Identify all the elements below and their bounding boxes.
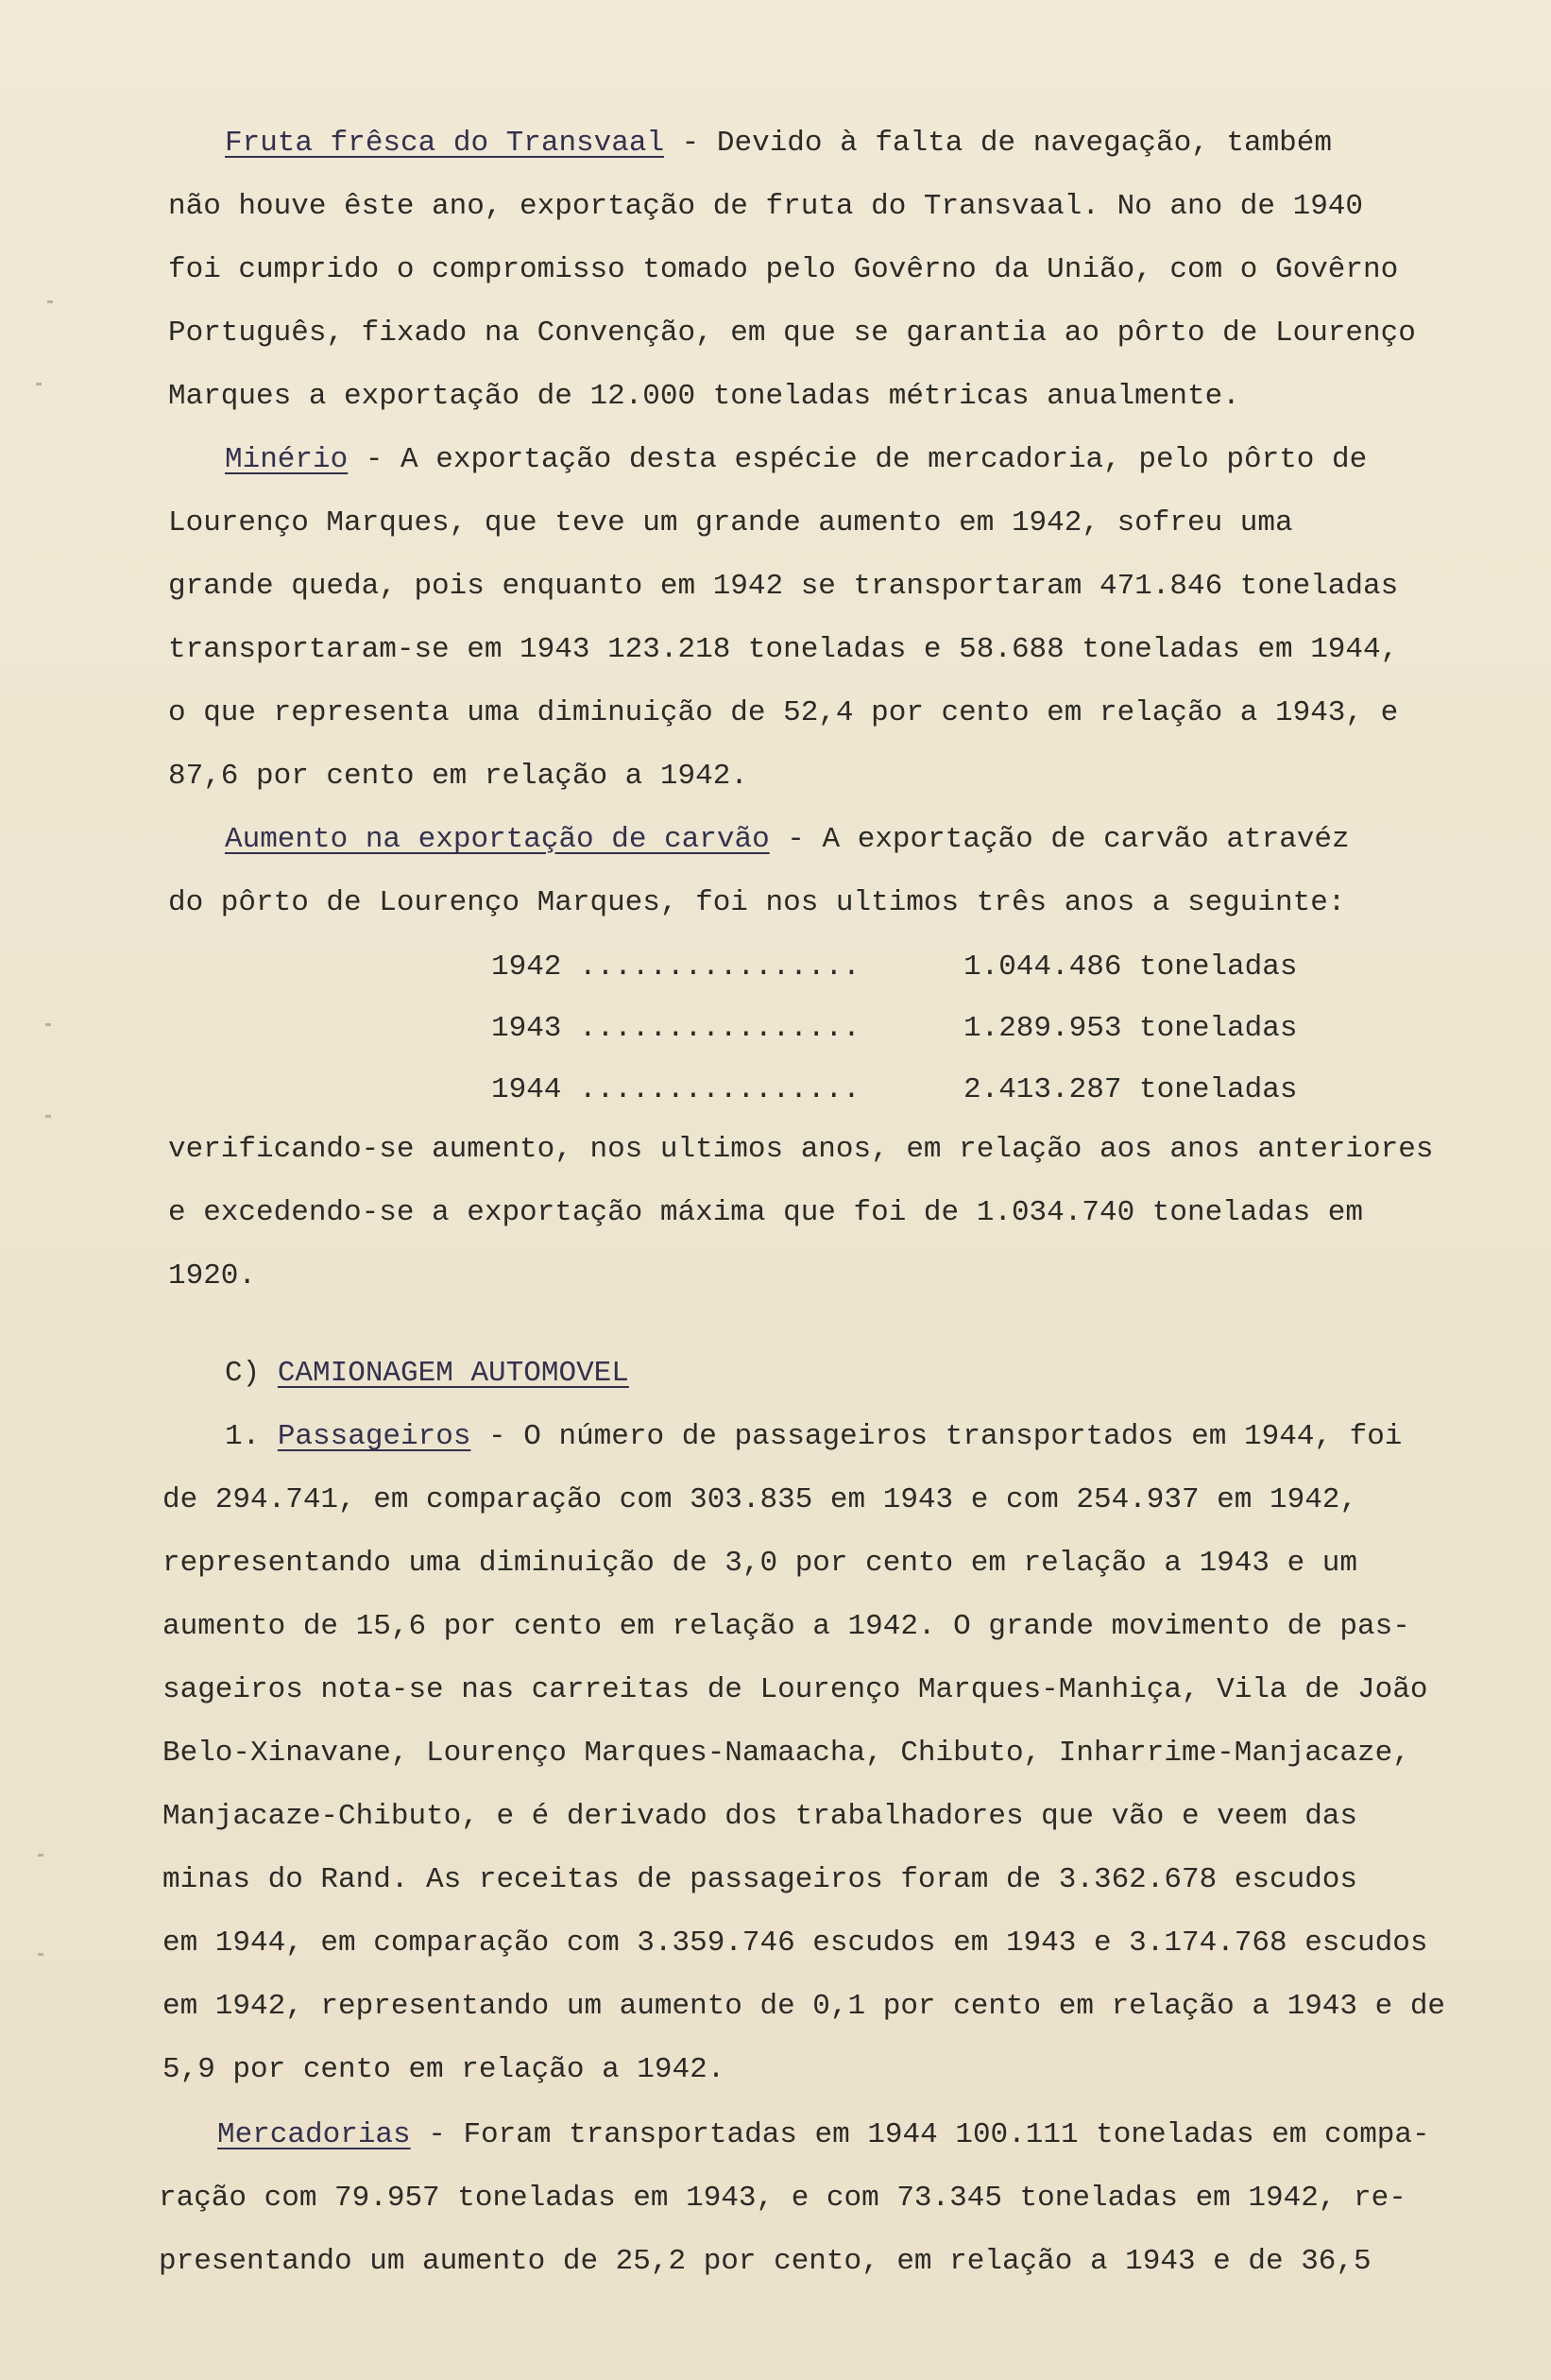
fruta-line-2: não houve êste ano, exportação de fruta do Transvaal. No ano de 1940 [168,190,1364,223]
carvao-after-1: verificando-se aumento, nos ultimos anos, em relação aos anos anteriores [168,1133,1434,1166]
passageiros-line-1: 1. Passageiros - O número de passageiros transportados em 1944, foi [225,1420,1403,1453]
camionagem-heading-line: C) CAMIONAGEM AUTOMOVEL [225,1357,629,1390]
carvao-after-2: e excedendo-se a exportação máxima que foi de 1.034.740 toneladas em [168,1196,1364,1229]
passageiros-line-8: minas do Rand. As receitas de passageiros foram de 3.362.678 escudos [162,1863,1358,1896]
minerio-line-1: Minério - A exportação desta espécie de mercadoria, pelo pôrto de [225,443,1368,476]
margin-mark [38,1953,43,1956]
fruta-line-5: Marques a exportação de 12.000 toneladas métricas anualmente. [168,380,1240,413]
table-cell-value: 2.413.287 toneladas [963,1073,1298,1106]
passageiros-line-2: de 294.741, em comparação com 303.835 em 1943 e com 254.937 em 1942, [162,1483,1358,1516]
minerio-line-2: Lourenço Marques, que teve um grande aumento em 1942, sofreu uma [168,506,1293,539]
passageiros-line-5: sageiros nota-se nas carreitas de Lourenço Marques-Manhiça, Vila de João [162,1673,1428,1706]
mercadorias-line-1: Mercadorias - Foram transportadas em 1944 100.111 toneladas em compa- [217,2118,1430,2151]
minerio-heading: Minério [225,443,349,476]
minerio-line-6: 87,6 por cento em relação a 1942. [168,760,748,793]
fruta-heading: Fruta frêsca do Transvaal [225,127,665,160]
table-cell-value: 1.289.953 toneladas [963,1012,1298,1045]
fruta-line-3: foi cumprido o compromisso tomado pelo Govêrno da União, com o Govêrno [168,253,1399,286]
margin-mark [47,300,53,303]
table-row: 1943 ................ [491,1012,861,1045]
passageiros-line-10: em 1942, representando um aumento de 0,1 por cento em relação a 1943 e de [162,1990,1446,2023]
table-row: 1944 ................ [491,1073,861,1106]
margin-mark [36,383,42,385]
passageiros-line-9: em 1944, em comparação com 3.359.746 escudos em 1943 e 3.174.768 escudos [162,1926,1428,1960]
minerio-line-3: grande queda, pois enquanto em 1942 se transportaram 471.846 toneladas [168,570,1399,603]
table-row: 1942 ................ [491,950,861,984]
passageiros-line-3: representando uma diminuição de 3,0 por cento em relação a 1943 e um [162,1547,1358,1580]
minerio-line-5: o que representa uma diminuição de 52,4 por cento em relação a 1943, e [168,696,1399,729]
camionagem-heading: CAMIONAGEM AUTOMOVEL [277,1357,629,1390]
mercadorias-heading: Mercadorias [217,2118,411,2151]
carvao-after-3: 1920. [168,1259,257,1293]
mercadorias-line-2: ração com 79.957 toneladas em 1943, e com 73.345 toneladas em 1942, re- [159,2182,1406,2215]
table-cell-value: 1.044.486 toneladas [963,950,1298,984]
carvao-line-1: Aumento na exportação de carvão - A exportação de carvão atravéz [225,823,1350,856]
passageiros-line-7: Manjacaze-Chibuto, e é derivado dos trabalhadores que vão e veem das [162,1800,1358,1833]
carvao-heading: Aumento na exportação de carvão [225,823,770,856]
margin-mark [45,1115,51,1118]
passageiros-line-11: 5,9 por cento em relação a 1942. [162,2053,725,2086]
margin-mark [45,1023,51,1026]
carvao-line-2: do pôrto de Lourenço Marques, foi nos ultimos três anos a seguinte: [168,886,1346,919]
passageiros-line-6: Belo-Xinavane, Lourenço Marques-Namaacha, Chibuto, Inharrime-Manjacaze, [162,1737,1410,1770]
minerio-line-4: transportaram-se em 1943 123.218 toneladas e 58.688 toneladas em 1944, [168,633,1399,666]
fruta-line-4: Português, fixado na Convenção, em que se garantia ao pôrto de Lourenço [168,317,1416,350]
fruta-line-1: Fruta frêsca do Transvaal - Devido à falta de navegação, também [225,127,1332,160]
margin-mark [38,1854,43,1857]
passageiros-heading: Passageiros [277,1420,471,1453]
mercadorias-line-3: presentando um aumento de 25,2 por cento, em relação a 1943 e de 36,5 [159,2245,1372,2278]
passageiros-line-4: aumento de 15,6 por cento em relação a 1942. O grande movimento de pas- [162,1610,1410,1643]
